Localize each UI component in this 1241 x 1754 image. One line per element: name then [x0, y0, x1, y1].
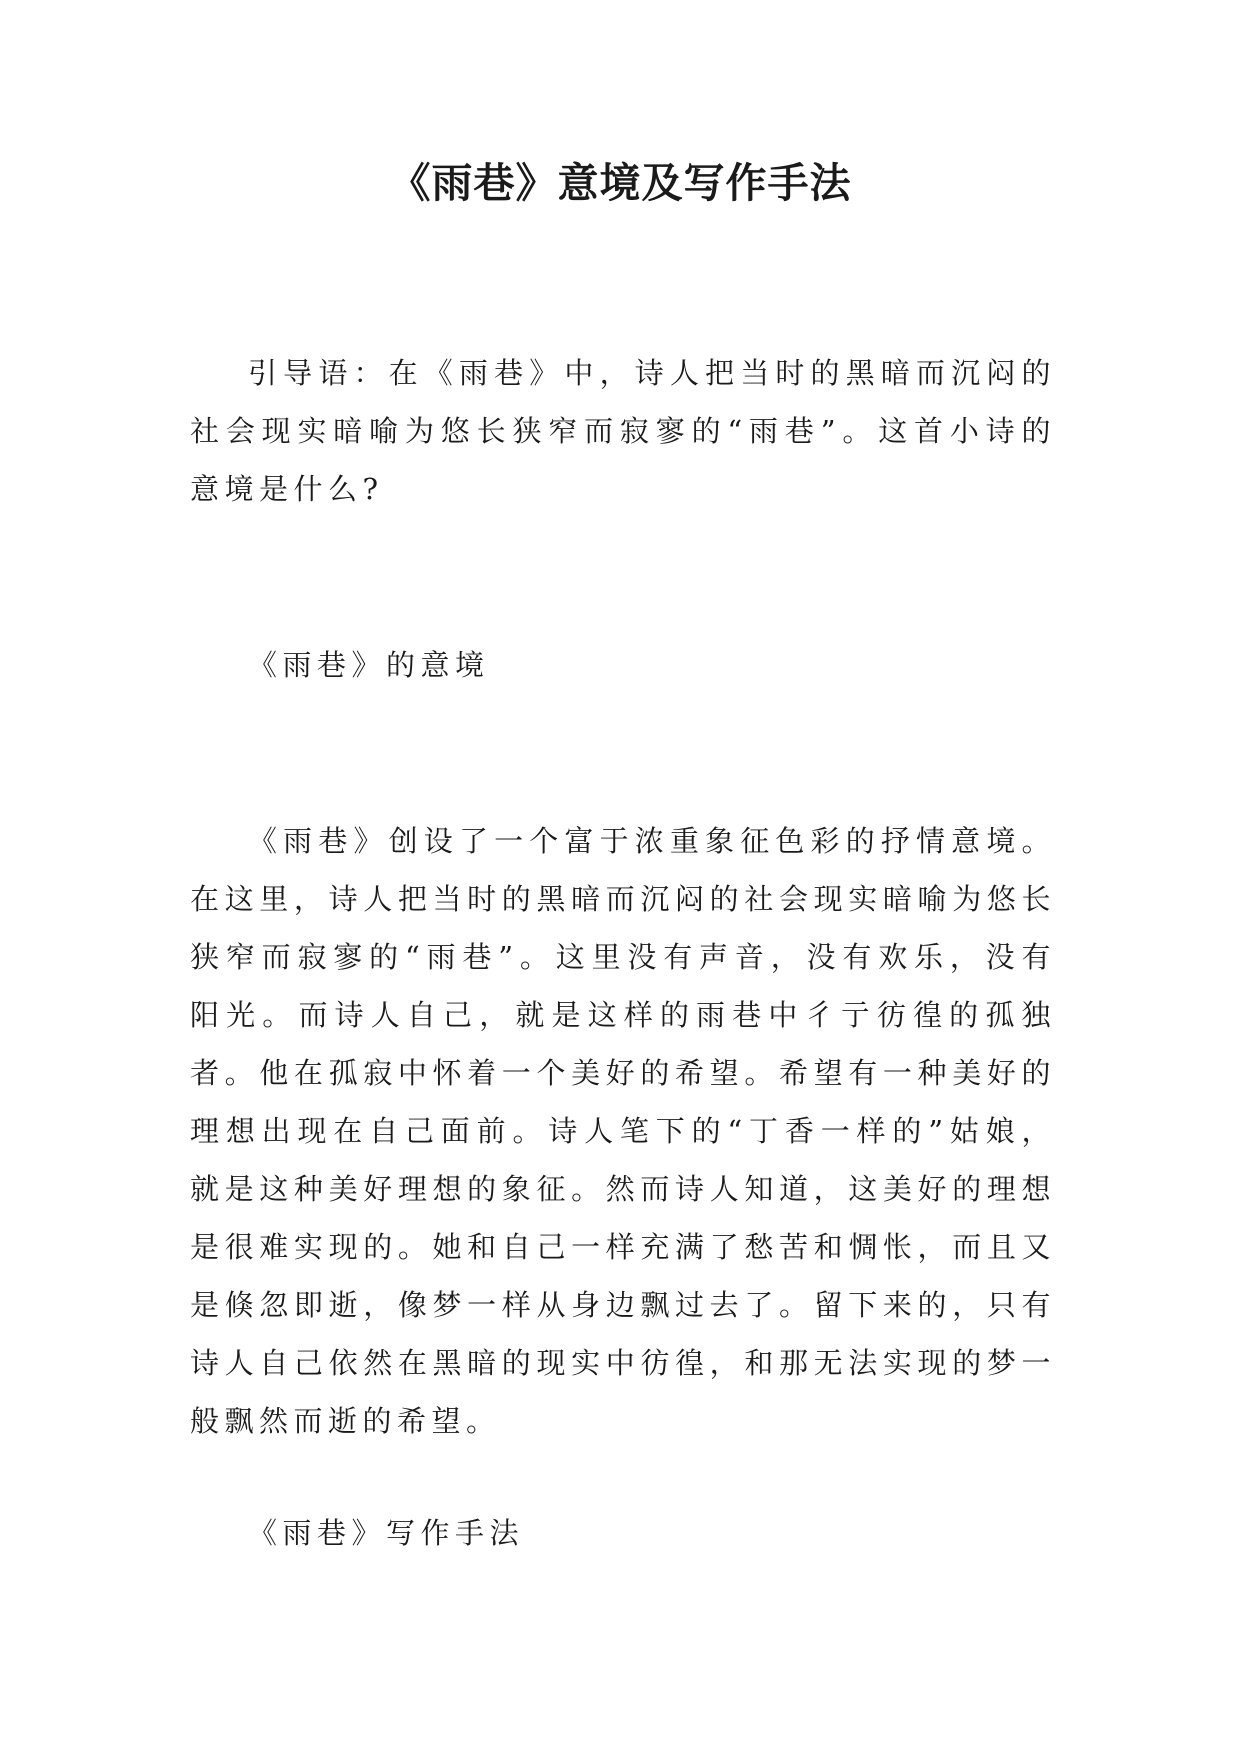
- section-heading-artistic-conception: 《雨巷》的意境: [248, 648, 490, 682]
- intro-paragraph: 引导语：在《雨巷》中，诗人把当时的黑暗而沉闷的社会现实暗喻为悠长狭窄而寂寥的“雨巷”。这首小诗的意境是什么?: [190, 356, 1056, 506]
- section-heading-writing-techniques: 《雨巷》写作手法: [248, 1516, 525, 1550]
- section-body-artistic-conception: 《雨巷》创设了一个富于浓重象征色彩的抒情意境。在这里，诗人把当时的黑暗而沉闷的社会现实暗喻为悠长狭窄而寂寥的“雨巷”。这里没有声音，没有欢乐，没有阳光。而诗人自己，就是这样的雨巷中彳亍彷徨的孤独者。他在孤寂中怀着一个美好的希望。希望有一种美好的理想出现在自己面前。诗人笔下的“丁香一样的”姑娘，就是这种美好理想的象征。然而诗人知道，这美好的理想是很难实现的。她和自己一样充满了愁苦和惆怅，而且又是倏忽即逝，像梦一样从身边飘过去了。留下来的，只有诗人自己依然在黑暗的现实中彷徨，和那无法实现的梦一般飘然而逝的希望。: [190, 824, 1056, 1438]
- document-title: 《雨巷》意境及写作手法: [389, 159, 852, 207]
